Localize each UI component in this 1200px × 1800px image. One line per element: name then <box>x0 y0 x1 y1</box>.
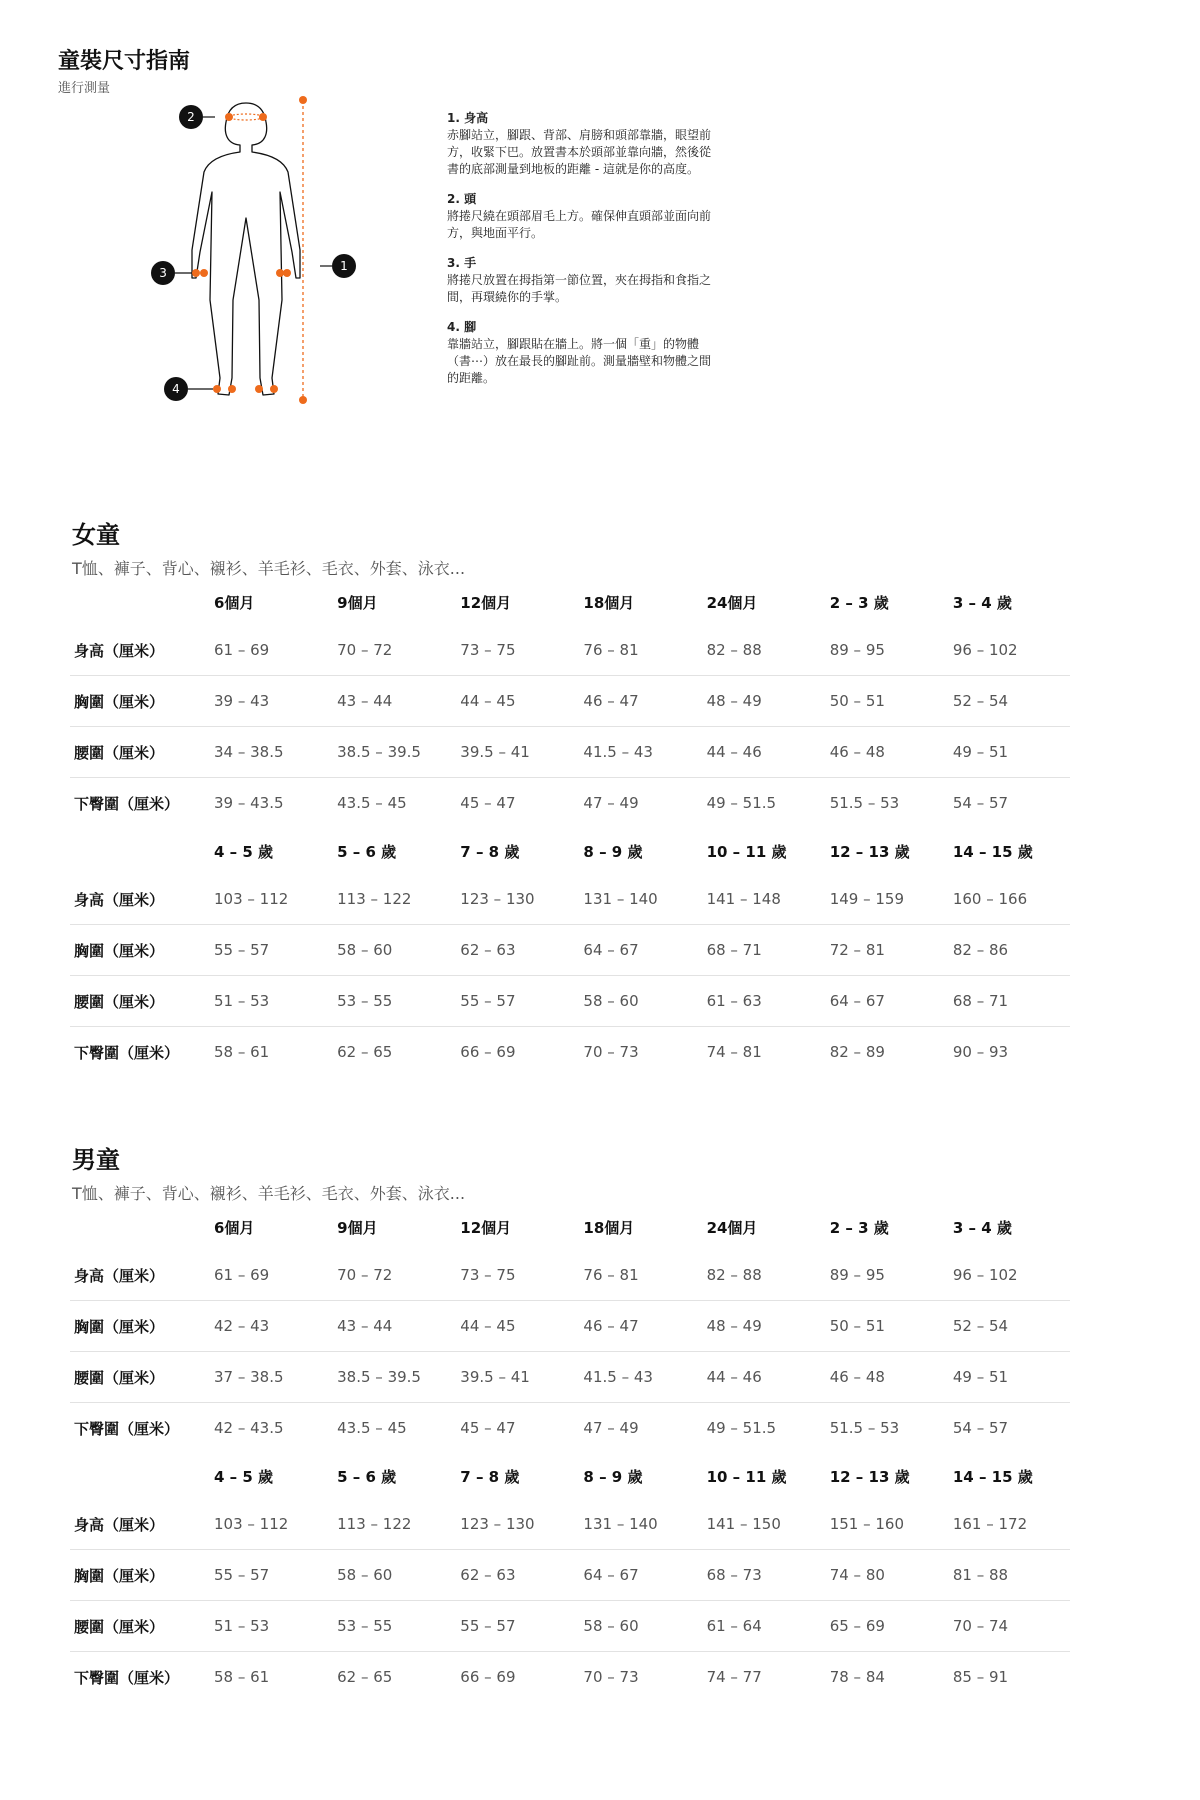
head-measure-line <box>229 114 263 120</box>
table-cell: 82 – 88 <box>701 1250 824 1301</box>
column-header: 7 – 8 歲 <box>460 842 520 861</box>
table-cell: 62 – 65 <box>337 1043 393 1061</box>
column-header: 18個月 <box>583 593 635 612</box>
size-table <box>70 1204 1070 1453</box>
table-cell: 46 – 47 <box>577 1301 700 1352</box>
table-cell: 34 – 38.5 <box>208 727 331 778</box>
table-cell: 50 – 51 <box>824 676 947 727</box>
column-header: 12個月 <box>460 593 512 612</box>
table-cell: 43.5 – 45 <box>337 794 407 812</box>
instruction-step <box>447 255 717 306</box>
column-header: 10 – 11 歲 <box>706 1467 787 1486</box>
right-hand-marker <box>276 269 284 277</box>
table-cell: 64 – 67 <box>577 925 700 976</box>
table-cell: 51.5 – 53 <box>829 1419 900 1437</box>
size-table <box>70 1453 1070 1702</box>
row-label: 胸圍（厘米） <box>70 1301 208 1352</box>
table-cell: 47 – 49 <box>583 794 639 812</box>
column-header: 7 – 8 歲 <box>460 1467 520 1486</box>
boys-size-tables <box>72 1204 1092 1702</box>
table-cell: 45 – 47 <box>460 1419 516 1437</box>
size-table <box>70 579 1070 828</box>
table-header-row <box>70 1453 1070 1499</box>
table-cell: 52 – 54 <box>947 676 1070 727</box>
table-cell: 39 – 43 <box>208 676 331 727</box>
table-cell: 58 – 60 <box>331 925 454 976</box>
table-cell: 43 – 44 <box>331 676 454 727</box>
callout-4-label: 4 <box>172 382 180 396</box>
step-title: 1. 身高 <box>447 111 489 125</box>
step-title: 2. 頭 <box>447 192 477 206</box>
table-cell: 47 – 49 <box>583 1419 639 1437</box>
table-cell: 38.5 – 39.5 <box>331 1352 454 1403</box>
table-cell: 78 – 84 <box>829 1668 885 1686</box>
table-cell: 62 – 65 <box>337 1668 393 1686</box>
column-header: 4 – 5 歲 <box>214 1467 274 1486</box>
table-cell: 55 – 57 <box>208 925 331 976</box>
table-row <box>70 1403 1070 1454</box>
table-cell: 42 – 43.5 <box>214 1419 284 1437</box>
table-cell: 44 – 45 <box>454 676 577 727</box>
table-cell: 64 – 67 <box>577 1550 700 1601</box>
table-cell: 48 – 49 <box>701 676 824 727</box>
table-row <box>70 1352 1070 1403</box>
table-cell: 65 – 69 <box>824 1601 947 1652</box>
table-cell: 51 – 53 <box>208 1601 331 1652</box>
row-label: 腰圍（厘米） <box>70 1352 208 1403</box>
table-cell: 131 – 140 <box>577 1499 700 1550</box>
table-cell: 42 – 43 <box>208 1301 331 1352</box>
table-cell: 45 – 47 <box>460 794 516 812</box>
column-header: 12 – 13 歲 <box>829 1467 910 1486</box>
table-corner <box>70 579 208 625</box>
table-cell: 149 – 159 <box>824 874 947 925</box>
table-cell: 82 – 88 <box>701 625 824 676</box>
table-row <box>70 1301 1070 1352</box>
table-cell: 131 – 140 <box>577 874 700 925</box>
instruction-step <box>447 110 717 178</box>
measurement-figure <box>160 100 420 440</box>
table-header-row <box>70 579 1070 625</box>
table-row <box>70 1601 1070 1652</box>
column-header: 2 – 3 歲 <box>829 593 889 612</box>
column-header: 6個月 <box>214 593 255 612</box>
table-row <box>70 1499 1070 1550</box>
column-header: 18個月 <box>583 1218 635 1237</box>
table-cell: 82 – 86 <box>947 925 1070 976</box>
table-cell: 55 – 57 <box>208 1550 331 1601</box>
section-subtitle: T恤、褲子、背心、襯衫、羊毛衫、毛衣、外套、泳衣... <box>72 1184 466 1203</box>
column-header: 14 – 15 歲 <box>952 1467 1033 1486</box>
column-header: 8 – 9 歲 <box>583 842 643 861</box>
column-header: 24個月 <box>706 1218 758 1237</box>
table-cell: 37 – 38.5 <box>208 1352 331 1403</box>
table-cell: 39 – 43.5 <box>214 794 284 812</box>
table-cell: 61 – 69 <box>208 625 331 676</box>
table-cell: 55 – 57 <box>454 976 577 1027</box>
column-header: 12個月 <box>460 1218 512 1237</box>
row-label: 身高（厘米） <box>70 1250 208 1301</box>
table-cell: 68 – 71 <box>701 925 824 976</box>
column-header: 9個月 <box>337 1218 378 1237</box>
table-cell: 54 – 57 <box>952 1419 1009 1437</box>
table-cell: 96 – 102 <box>947 1250 1070 1301</box>
table-cell: 82 – 89 <box>829 1043 885 1061</box>
table-cell: 58 – 60 <box>577 1601 700 1652</box>
step-text: 將捲尺繞在頭部眉毛上方。確保伸直頭部並面向前方，與地面平行。 <box>447 209 712 240</box>
table-cell: 66 – 69 <box>460 1043 516 1061</box>
table-cell: 44 – 45 <box>454 1301 577 1352</box>
table-row <box>70 976 1070 1027</box>
table-cell: 53 – 55 <box>331 976 454 1027</box>
table-corner <box>70 1453 208 1499</box>
table-cell: 74 – 81 <box>706 1043 762 1061</box>
left-foot-marker <box>213 385 221 393</box>
table-cell: 51.5 – 53 <box>829 794 900 812</box>
column-header: 8 – 9 歲 <box>583 1467 643 1486</box>
callout-2-label: 2 <box>187 110 195 124</box>
table-cell: 61 – 64 <box>701 1601 824 1652</box>
table-cell: 54 – 57 <box>952 794 1009 812</box>
row-label: 胸圍（厘米） <box>70 1550 208 1601</box>
row-label: 腰圍（厘米） <box>70 976 208 1027</box>
table-cell: 89 – 95 <box>824 625 947 676</box>
row-label: 下臀圍（厘米） <box>74 794 180 813</box>
row-label: 下臀圍（厘米） <box>74 1419 180 1438</box>
callout-1-label: 1 <box>340 259 348 273</box>
table-cell: 68 – 71 <box>947 976 1070 1027</box>
instruction-step <box>447 319 717 387</box>
table-cell: 70 – 73 <box>583 1043 639 1061</box>
table-cell: 70 – 72 <box>331 1250 454 1301</box>
table-cell: 66 – 69 <box>460 1668 516 1686</box>
column-header: 2 – 3 歲 <box>829 1218 889 1237</box>
table-cell: 72 – 81 <box>824 925 947 976</box>
row-label: 胸圍（厘米） <box>70 925 208 976</box>
column-header: 9個月 <box>337 593 378 612</box>
table-cell: 141 – 150 <box>701 1499 824 1550</box>
table-cell: 49 – 51 <box>947 727 1070 778</box>
page-title: 童裝尺寸指南 <box>58 49 191 74</box>
section-title: 女童 <box>72 521 120 549</box>
table-cell: 38.5 – 39.5 <box>331 727 454 778</box>
column-header: 5 – 6 歲 <box>337 1467 397 1486</box>
table-cell: 39.5 – 41 <box>454 1352 577 1403</box>
column-header: 6個月 <box>214 1218 255 1237</box>
table-cell: 90 – 93 <box>952 1043 1009 1061</box>
column-header: 10 – 11 歲 <box>706 842 787 861</box>
table-header-row <box>70 1204 1070 1250</box>
table-cell: 62 – 63 <box>454 925 577 976</box>
row-label: 下臀圍（厘米） <box>74 1668 180 1687</box>
measurement-instructions <box>447 110 717 400</box>
table-cell: 103 – 112 <box>208 1499 331 1550</box>
step-text: 靠牆站立，腳跟貼在牆上。將一個「重」的物體（書⋯）放在最長的腳趾前。測量牆壁和物體之間的距離。 <box>447 337 712 385</box>
table-cell: 44 – 46 <box>701 727 824 778</box>
column-header: 4 – 5 歲 <box>214 842 274 861</box>
table-cell: 53 – 55 <box>331 1601 454 1652</box>
table-row <box>70 625 1070 676</box>
height-bottom-marker <box>299 396 307 404</box>
row-label: 身高（厘米） <box>70 1499 208 1550</box>
table-cell: 141 – 148 <box>701 874 824 925</box>
table-cell: 41.5 – 43 <box>577 1352 700 1403</box>
girls-section <box>72 515 1092 1077</box>
girls-size-tables <box>72 579 1092 1077</box>
column-header: 3 – 4 歲 <box>952 1218 1012 1237</box>
table-corner <box>70 828 208 874</box>
instruction-step <box>447 191 717 242</box>
table-cell: 46 – 48 <box>824 727 947 778</box>
table-row <box>70 1550 1070 1601</box>
table-cell: 113 – 122 <box>331 1499 454 1550</box>
step-title: 4. 腳 <box>447 320 477 334</box>
table-cell: 123 – 130 <box>454 874 577 925</box>
table-cell: 76 – 81 <box>577 1250 700 1301</box>
table-cell: 61 – 63 <box>701 976 824 1027</box>
height-top-marker <box>299 96 307 104</box>
table-cell: 73 – 75 <box>454 1250 577 1301</box>
table-cell: 58 – 60 <box>577 976 700 1027</box>
table-cell: 46 – 48 <box>824 1352 947 1403</box>
row-label: 下臀圍（厘米） <box>74 1043 180 1062</box>
table-cell: 49 – 51.5 <box>706 1419 777 1437</box>
section-title: 男童 <box>72 1146 120 1174</box>
body-outline <box>192 103 300 395</box>
row-label: 腰圍（厘米） <box>70 1601 208 1652</box>
table-cell: 58 – 61 <box>214 1043 270 1061</box>
table-cell: 76 – 81 <box>577 625 700 676</box>
table-cell: 151 – 160 <box>824 1499 947 1550</box>
table-row <box>70 676 1070 727</box>
table-cell: 68 – 73 <box>701 1550 824 1601</box>
table-corner <box>70 1204 208 1250</box>
table-row <box>70 727 1070 778</box>
row-label: 胸圍（厘米） <box>70 676 208 727</box>
table-cell: 49 – 51.5 <box>706 794 777 812</box>
table-cell: 43 – 44 <box>331 1301 454 1352</box>
table-cell: 58 – 60 <box>331 1550 454 1601</box>
table-row <box>70 874 1070 925</box>
row-label: 身高（厘米） <box>70 874 208 925</box>
table-cell: 70 – 73 <box>583 1668 639 1686</box>
table-row <box>70 1250 1070 1301</box>
table-cell: 70 – 74 <box>947 1601 1070 1652</box>
size-table <box>70 828 1070 1077</box>
table-cell: 103 – 112 <box>208 874 331 925</box>
table-row <box>70 1652 1070 1703</box>
section-subtitle: T恤、褲子、背心、襯衫、羊毛衫、毛衣、外套、泳衣... <box>72 559 466 578</box>
column-header: 14 – 15 歲 <box>952 842 1033 861</box>
callout-3-label: 3 <box>159 266 167 280</box>
table-cell: 85 – 91 <box>952 1668 1009 1686</box>
step-title: 3. 手 <box>447 256 477 270</box>
step-text: 將捲尺放置在拇指第一節位置，夾在拇指和食指之間，再環繞你的手掌。 <box>447 273 712 304</box>
table-cell: 74 – 77 <box>706 1668 762 1686</box>
row-label: 身高（厘米） <box>70 625 208 676</box>
table-row <box>70 1027 1070 1078</box>
table-cell: 160 – 166 <box>947 874 1070 925</box>
table-cell: 46 – 47 <box>577 676 700 727</box>
table-cell: 41.5 – 43 <box>577 727 700 778</box>
table-cell: 64 – 67 <box>824 976 947 1027</box>
table-row <box>70 925 1070 976</box>
table-cell: 161 – 172 <box>947 1499 1070 1550</box>
table-cell: 123 – 130 <box>454 1499 577 1550</box>
row-label: 腰圍（厘米） <box>70 727 208 778</box>
table-cell: 62 – 63 <box>454 1550 577 1601</box>
table-cell: 50 – 51 <box>824 1301 947 1352</box>
column-header: 12 – 13 歲 <box>829 842 910 861</box>
table-cell: 44 – 46 <box>701 1352 824 1403</box>
table-cell: 58 – 61 <box>214 1668 270 1686</box>
boys-section <box>72 1140 1092 1702</box>
right-foot-marker <box>255 385 263 393</box>
table-header-row <box>70 828 1070 874</box>
table-cell: 81 – 88 <box>947 1550 1070 1601</box>
table-cell: 73 – 75 <box>454 625 577 676</box>
step-text: 赤腳站立，腳跟、背部、肩膀和頭部靠牆，眼望前方，收緊下巴。放置書本於頭部並靠向牆，然後從書的底部測量到地板的距離 - 這就是你的高度。 <box>447 128 712 176</box>
page-subtitle: 進行測量 <box>58 81 111 96</box>
table-cell: 70 – 72 <box>331 625 454 676</box>
column-header: 3 – 4 歲 <box>952 593 1012 612</box>
table-cell: 52 – 54 <box>947 1301 1070 1352</box>
table-cell: 49 – 51 <box>947 1352 1070 1403</box>
table-cell: 51 – 53 <box>208 976 331 1027</box>
table-cell: 48 – 49 <box>701 1301 824 1352</box>
left-hand-marker <box>192 269 200 277</box>
table-cell: 113 – 122 <box>331 874 454 925</box>
table-cell: 43.5 – 45 <box>337 1419 407 1437</box>
table-cell: 96 – 102 <box>947 625 1070 676</box>
table-cell: 61 – 69 <box>208 1250 331 1301</box>
table-cell: 39.5 – 41 <box>454 727 577 778</box>
column-header: 5 – 6 歲 <box>337 842 397 861</box>
table-cell: 89 – 95 <box>824 1250 947 1301</box>
table-row <box>70 778 1070 829</box>
table-cell: 55 – 57 <box>454 1601 577 1652</box>
table-cell: 74 – 80 <box>824 1550 947 1601</box>
column-header: 24個月 <box>706 593 758 612</box>
